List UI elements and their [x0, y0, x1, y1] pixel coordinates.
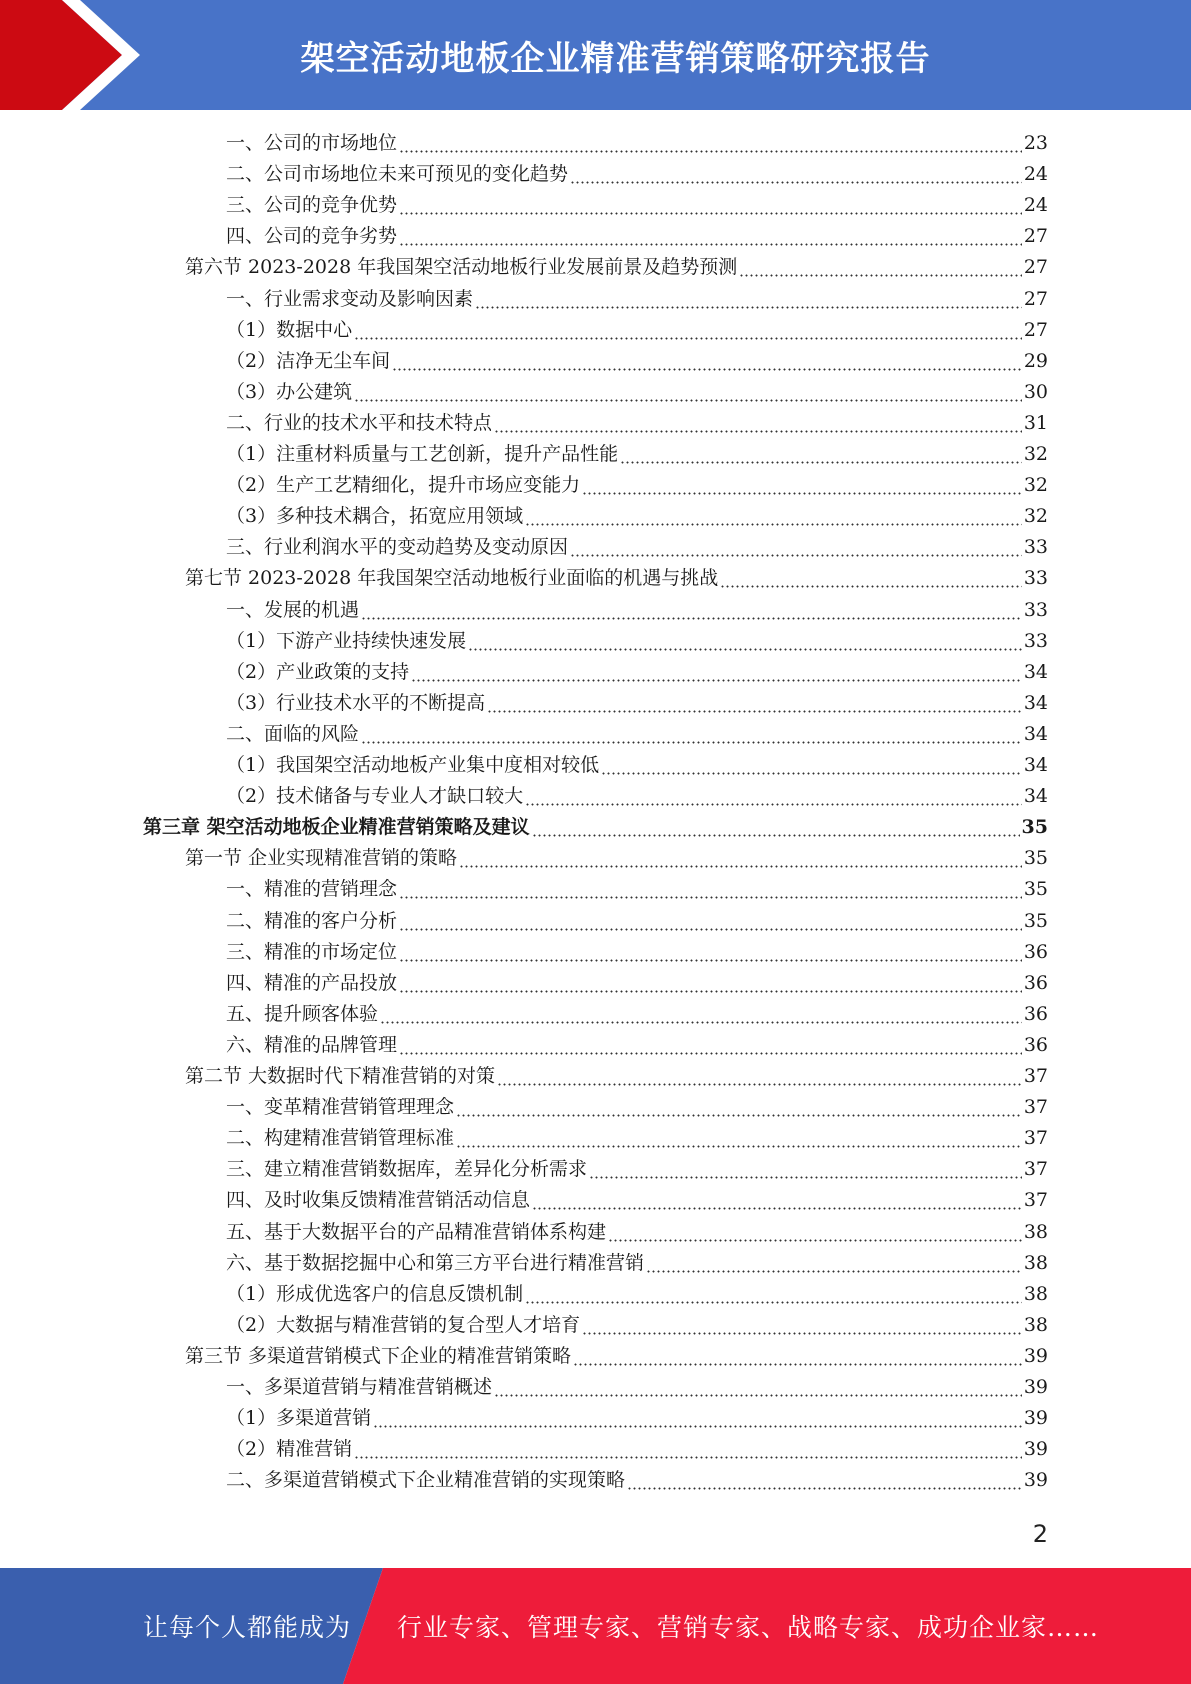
toc-entry-title: 五、基于大数据平台的产品精准营销体系构建	[226, 1220, 607, 1243]
toc-entry-page: 35	[1023, 909, 1048, 932]
toc-entry-title: （2）生产工艺精细化，提升市场应变能力	[226, 474, 581, 497]
toc-entry-page: 33	[1023, 629, 1048, 652]
toc-entry-page: 39	[1023, 1407, 1048, 1430]
toc-entry-page: 30	[1023, 380, 1048, 403]
toc-entry[interactable]	[226, 937, 1048, 968]
toc-entry-page: 34	[1023, 691, 1048, 714]
toc-entry[interactable]	[226, 470, 1048, 501]
toc-entry-title: 五、提升顾客体验	[226, 1002, 379, 1025]
toc-entry-title: 六、精准的品牌管理	[226, 1033, 398, 1056]
toc-dot-leader	[380, 999, 1022, 1030]
toc-entry[interactable]	[226, 1123, 1048, 1154]
toc-entry[interactable]	[226, 439, 1048, 470]
toc-entry[interactable]	[226, 1217, 1048, 1248]
toc-entry-title: （2）技术储备与专业人才缺口较大	[226, 785, 524, 808]
toc-entry[interactable]	[226, 315, 1048, 346]
toc-entry-page: 34	[1023, 754, 1048, 776]
toc-dot-leader	[601, 750, 1022, 781]
toc-entry[interactable]	[185, 563, 1048, 594]
toc-entry-page: 33	[1023, 567, 1048, 590]
toc-entry-page: 36	[1023, 971, 1048, 994]
toc-entry-page: 35	[1023, 878, 1048, 901]
toc-entry-title: （1）注重材料质量与工艺创新，提升产品性能	[226, 443, 619, 465]
toc-dot-leader	[399, 190, 1022, 221]
toc-dot-leader	[525, 781, 1022, 812]
toc-entry-title: （3）多种技术耦合，拓宽应用领域	[226, 505, 524, 528]
toc-entry-page: 37	[1023, 1065, 1048, 1087]
toc-dot-leader	[399, 221, 1022, 252]
page-footer	[0, 1568, 1191, 1684]
toc-entry-page: 34	[1023, 785, 1048, 808]
toc-entry-page: 38	[1023, 1282, 1048, 1305]
toc-entry-title: 二、行业的技术水平和技术特点	[226, 411, 493, 434]
toc-entry-title: 第三节 多渠道营销模式下企业的精准营销策略	[185, 1344, 572, 1367]
toc-dot-leader	[494, 408, 1022, 439]
toc-entry-page: 32	[1023, 443, 1048, 465]
toc-entry[interactable]	[226, 346, 1048, 377]
toc-entry-page: 39	[1023, 1438, 1048, 1461]
toc-entry-page: 27	[1023, 225, 1048, 248]
toc-dot-leader	[720, 563, 1022, 594]
toc-entry[interactable]	[185, 843, 1048, 874]
toc-entry-page: 39	[1023, 1376, 1048, 1398]
toc-entry[interactable]	[226, 688, 1048, 719]
page-header	[0, 0, 1191, 110]
toc-dot-leader	[456, 1123, 1022, 1154]
toc-entry-title: （1）形成优选客户的信息反馈机制	[226, 1282, 524, 1305]
toc-entry[interactable]	[226, 1154, 1048, 1185]
toc-entry-title: 二、构建精准营销管理标准	[226, 1127, 455, 1150]
toc-dot-leader	[525, 1279, 1022, 1310]
toc-entry[interactable]	[226, 999, 1048, 1030]
toc-entry-page: 39	[1023, 1344, 1048, 1367]
toc-entry-title: 二、公司市场地位未来可预见的变化趋势	[226, 163, 569, 186]
toc-entry-title: 二、面临的风险	[226, 722, 360, 745]
toc-entry-title: 一、行业需求变动及影响因素	[226, 287, 474, 310]
toc-entry-page: 33	[1023, 536, 1048, 559]
toc-entry-title: 一、多渠道营销与精准营销概述	[226, 1376, 493, 1398]
toc-entry[interactable]	[226, 159, 1048, 190]
toc-entry-title: 第七节 2023-2028 年我国架空活动地板行业面临的机遇与挑战	[185, 567, 719, 590]
toc-dot-leader	[373, 1403, 1022, 1434]
toc-dot-leader	[739, 252, 1022, 283]
toc-dot-leader	[354, 1434, 1022, 1465]
toc-entry-title: 第六节 2023-2028 年我国架空活动地板行业发展前景及趋势预测	[185, 256, 738, 279]
toc-entry-page: 32	[1023, 505, 1048, 528]
toc-entry-title: 三、行业利润水平的变动趋势及变动原因	[226, 536, 569, 559]
toc-entry-page: 27	[1023, 287, 1048, 310]
toc-entry-page: 38	[1023, 1220, 1048, 1243]
toc-entry-page: 38	[1023, 1313, 1048, 1336]
toc-entry-title: 四、公司的竞争劣势	[226, 225, 398, 248]
toc-entry-page: 37	[1023, 1127, 1048, 1150]
toc-entry-page: 38	[1023, 1251, 1048, 1274]
toc-entry[interactable]	[226, 1310, 1048, 1341]
header-arrow-icon	[0, 0, 150, 110]
toc-entry-title: 四、及时收集反馈精准营销活动信息	[226, 1189, 531, 1212]
toc-entry[interactable]	[185, 1341, 1048, 1372]
toc-entry-page: 33	[1023, 598, 1048, 621]
toc-dot-leader	[589, 1154, 1022, 1185]
toc-entry[interactable]	[226, 284, 1048, 315]
toc-entry-page: 27	[1023, 256, 1048, 279]
toc-dot-leader	[399, 906, 1022, 937]
toc-dot-leader	[494, 1372, 1022, 1403]
toc-entry[interactable]	[226, 190, 1048, 221]
toc-entry-title: 三、建立精准营销数据库，差异化分析需求	[226, 1158, 588, 1181]
toc-dot-leader	[497, 1061, 1022, 1092]
toc-entry-title: 一、发展的机遇	[226, 598, 360, 621]
toc-entry[interactable]	[226, 532, 1048, 563]
toc-entry[interactable]	[226, 719, 1048, 750]
toc-entry-title: 第一节 企业实现精准营销的策略	[185, 847, 458, 870]
toc-entry-title: （2）洁净无尘车间	[226, 349, 391, 372]
toc-dot-leader	[399, 874, 1022, 905]
toc-entry[interactable]	[226, 657, 1048, 688]
toc-dot-leader	[354, 377, 1022, 408]
toc-entry[interactable]	[226, 1465, 1048, 1496]
toc-dot-leader	[361, 595, 1022, 626]
toc-entry[interactable]	[143, 812, 1048, 843]
footer-slogan-left: 让每个人都能成为	[143, 1613, 352, 1642]
toc-entry[interactable]	[226, 626, 1048, 657]
toc-dot-leader	[532, 1185, 1022, 1216]
toc-entry-page: 36	[1023, 1033, 1048, 1056]
toc-dot-leader	[627, 1465, 1022, 1496]
toc-entry[interactable]	[226, 595, 1048, 626]
toc-dot-leader	[570, 532, 1022, 563]
toc-entry-title: （3）办公建筑	[226, 380, 353, 403]
toc-dot-leader	[399, 128, 1022, 159]
toc-entry-page: 27	[1023, 318, 1048, 341]
toc-entry[interactable]	[226, 874, 1048, 905]
toc-dot-leader	[582, 1310, 1022, 1341]
toc-dot-leader	[354, 315, 1022, 346]
toc-entry[interactable]	[226, 501, 1048, 532]
toc-entry-page: 39	[1023, 1469, 1048, 1492]
toc-entry-page: 35	[1021, 816, 1048, 839]
toc-entry-title: 第二节 大数据时代下精准营销的对策	[185, 1065, 496, 1087]
toc-entry[interactable]	[226, 377, 1048, 408]
toc-entry-title: 三、公司的竞争优势	[226, 194, 398, 217]
toc-entry[interactable]	[226, 1185, 1048, 1216]
toc-entry[interactable]	[226, 1092, 1048, 1123]
toc-entry-page: 29	[1023, 349, 1048, 372]
toc-entry[interactable]	[226, 1434, 1048, 1465]
toc-entry-title: 二、多渠道营销模式下企业精准营销的实现策略	[226, 1469, 626, 1492]
toc-entry[interactable]	[226, 221, 1048, 252]
toc-entry[interactable]	[226, 1248, 1048, 1279]
toc-entry-page: 24	[1023, 163, 1048, 186]
toc-entry[interactable]	[226, 408, 1048, 439]
toc-dot-leader	[411, 657, 1022, 688]
toc-entry-title: 六、基于数据挖掘中心和第三方平台进行精准营销	[226, 1251, 645, 1274]
toc-entry-title: （3）行业技术水平的不断提高	[226, 691, 486, 714]
toc-dot-leader	[468, 626, 1022, 657]
toc-entry-title: 一、公司的市场地位	[226, 132, 398, 154]
toc-dot-leader	[459, 843, 1022, 874]
toc-dot-leader	[487, 688, 1022, 719]
toc-dot-leader	[456, 1092, 1022, 1123]
toc-entry-page: 34	[1023, 660, 1048, 683]
toc-entry-page: 31	[1023, 411, 1048, 434]
toc-entry-page: 37	[1023, 1096, 1048, 1119]
toc-dot-leader	[608, 1217, 1022, 1248]
toc-entry-page: 32	[1023, 474, 1048, 497]
toc-entry-page: 36	[1023, 940, 1048, 963]
toc-entry[interactable]	[226, 906, 1048, 937]
toc-entry-title: 二、精准的客户分析	[226, 909, 398, 932]
toc-entry-page: 34	[1023, 722, 1048, 745]
toc-entry-title: （1）数据中心	[226, 318, 353, 341]
toc-entry-title: 一、精准的营销理念	[226, 878, 398, 901]
toc-dot-leader	[525, 501, 1022, 532]
toc-dot-leader	[399, 968, 1022, 999]
toc-dot-leader	[570, 159, 1022, 190]
toc-entry-page: 23	[1023, 132, 1048, 154]
toc-entry-title: （1）多渠道营销	[226, 1407, 372, 1430]
toc-entry-title: （2）大数据与精准营销的复合型人才培育	[226, 1313, 581, 1336]
toc-dot-leader	[392, 346, 1022, 377]
footer-slogan-right: 行业专家、管理专家、营销专家、战略专家、成功企业家……	[397, 1613, 1100, 1642]
toc-entry-page: 24	[1023, 194, 1048, 217]
toc-dot-leader	[361, 719, 1022, 750]
report-title: 架空活动地板企业精准营销策略研究报告	[300, 38, 931, 79]
toc-entry-title: 一、变革精准营销管理理念	[226, 1096, 455, 1119]
toc-entry[interactable]	[226, 968, 1048, 999]
toc-entry-title: （1）下游产业持续快速发展	[226, 629, 467, 652]
toc-dot-leader	[573, 1341, 1022, 1372]
toc-entry[interactable]	[226, 128, 1048, 159]
toc-entry[interactable]	[185, 1061, 1048, 1092]
toc-entry-page: 37	[1023, 1158, 1048, 1181]
toc-entry[interactable]	[226, 750, 1048, 781]
toc-entry-page: 36	[1023, 1002, 1048, 1025]
toc-dot-leader	[399, 1030, 1022, 1061]
toc-dot-leader	[475, 284, 1022, 315]
toc-dot-leader	[620, 439, 1022, 470]
toc-entry-title: 四、精准的产品投放	[226, 971, 398, 994]
toc-entry[interactable]	[226, 1279, 1048, 1310]
toc-dot-leader	[646, 1248, 1022, 1279]
toc-entry[interactable]	[226, 1030, 1048, 1061]
toc-entry-title: （2）精准营销	[226, 1438, 353, 1461]
toc-entry[interactable]	[226, 1372, 1048, 1403]
toc-entry-title: 三、精准的市场定位	[226, 940, 398, 963]
toc-entry[interactable]	[226, 1403, 1048, 1434]
toc-dot-leader	[582, 470, 1022, 501]
toc-dot-leader	[532, 812, 1020, 843]
toc-entry-page: 37	[1023, 1189, 1048, 1212]
toc-entry-title: 第三章 架空活动地板企业精准营销策略及建议	[143, 816, 530, 839]
toc-entry-page: 35	[1023, 847, 1048, 870]
toc-entry[interactable]	[185, 252, 1048, 283]
page-number: 2	[1032, 1520, 1048, 1548]
toc-dot-leader	[399, 937, 1022, 968]
toc-entry-title: （1）我国架空活动地板产业集中度相对较低	[226, 754, 600, 776]
toc-entry[interactable]	[226, 781, 1048, 812]
toc-entry-title: （2）产业政策的支持	[226, 660, 410, 683]
